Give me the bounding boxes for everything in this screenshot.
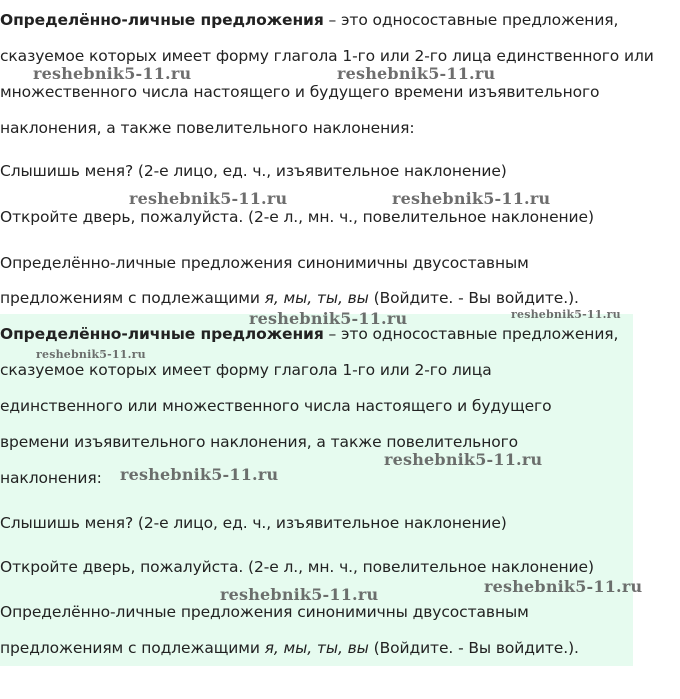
watermark: reshebnik5-11.ru: [392, 189, 551, 208]
watermark: reshebnik5-11.ru: [33, 64, 192, 83]
watermark: reshebnik5-11.ru: [220, 585, 379, 604]
watermark: reshebnik5-11.ru: [249, 309, 408, 328]
synonym-line-1: Определённо-личные предложения синонимичны двусоставным: [0, 254, 529, 272]
synonym-example: (Войдите. - Вы войдите.).: [368, 639, 579, 657]
definition-line-4: наклонения, а также повелительного наклонения:: [0, 119, 415, 137]
example-line-1: Слышишь меня? (2-е лицо, ед. ч., изъявительное наклонение): [0, 162, 507, 180]
definition-text: – это односоставные предложения,: [323, 325, 619, 343]
pronouns-italic: я, мы, ты, вы: [264, 289, 369, 307]
watermark: reshebnik5-11.ru: [484, 577, 643, 596]
term-bold: Определённо-личные предложения: [0, 11, 324, 29]
definition-line-4: времени изъявительного наклонения, а также повелительного: [0, 433, 519, 451]
definition-line-3: единственного или множественного числа настоящего и будущего: [0, 397, 552, 415]
watermark: reshebnik5-11.ru: [36, 348, 146, 361]
definition-text: – это односоставные предложения,: [323, 11, 619, 29]
synonym-line-2: [0, 638, 579, 658]
watermark: reshebnik5-11.ru: [384, 450, 543, 469]
watermark: reshebnik5-11.ru: [337, 64, 496, 83]
example-line-2: Откройте дверь, пожалуйста. (2-е л., мн. ч., повелительное наклонение): [0, 558, 594, 576]
watermark: reshebnik5-11.ru: [511, 308, 621, 321]
definition-line-2: сказуемое которых имеет форму глагола 1-го или 2-го лица: [0, 361, 492, 379]
watermark: reshebnik5-11.ru: [129, 189, 288, 208]
example-line-2: Откройте дверь, пожалуйста. (2-е л., мн. ч., повелительное наклонение): [0, 208, 594, 226]
synonym-example: (Войдите. - Вы войдите.).: [368, 289, 579, 307]
pronouns-italic: я, мы, ты, вы: [264, 639, 369, 657]
term-bold: Определённо-личные предложения: [0, 325, 324, 343]
synonym-text: предложениям с подлежащими: [0, 639, 265, 657]
synonym-line-2: [0, 288, 579, 308]
example-line-1: Слышишь меня? (2-е лицо, ед. ч., изъявительное наклонение): [0, 514, 507, 532]
definition-line-3: множественного числа настоящего и будущего времени изъявительного: [0, 83, 600, 101]
definition-line-2: сказуемое которых имеет форму глагола 1-го или 2-го лица единственного или: [0, 47, 654, 65]
definition-line-1: [0, 10, 618, 30]
synonym-text: предложениям с подлежащими: [0, 289, 265, 307]
definition-line-5: наклонения:: [0, 469, 102, 487]
watermark: reshebnik5-11.ru: [120, 465, 279, 484]
synonym-line-1: Определённо-личные предложения синонимичны двусоставным: [0, 603, 529, 621]
